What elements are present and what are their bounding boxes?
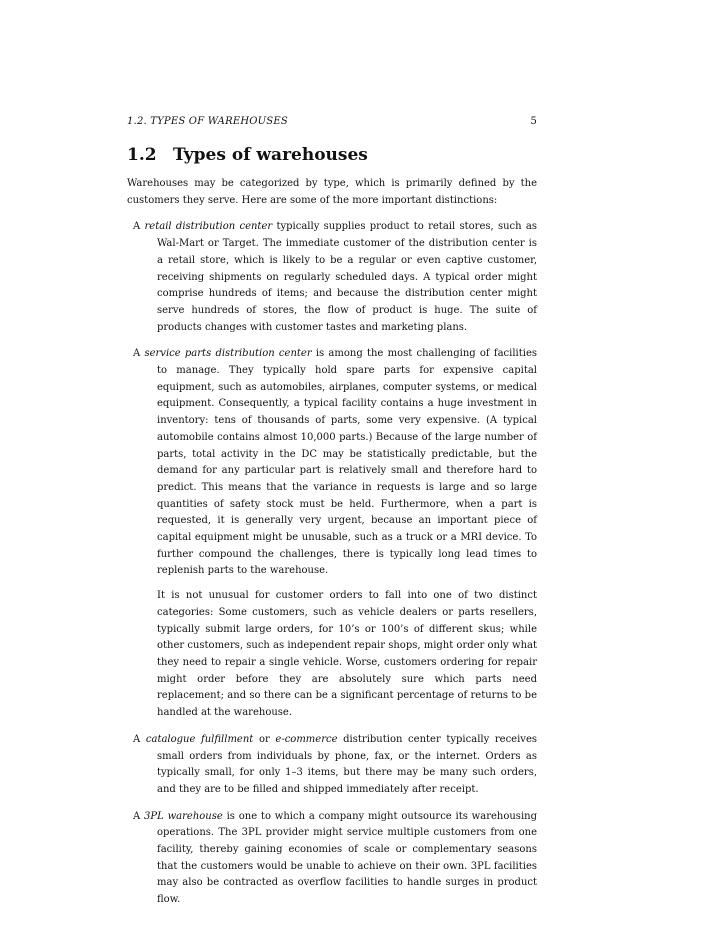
section-number: 1.2 [127, 145, 157, 165]
term: 3PL warehouse [144, 810, 223, 822]
section-title: Types of warehouses [173, 145, 368, 165]
list-item-retail [133, 219, 537, 336]
list-item-3pl [133, 809, 537, 909]
term: service parts distribution center [144, 348, 312, 360]
list-item-continuation [133, 588, 537, 722]
term: retail distribution center [144, 221, 273, 233]
intro-paragraph: Warehouses may be categorized by type, which is primarily defined by the customers they serve. Here are some of the more important distinctions: [127, 178, 537, 206]
list-item-text: A retail distribution center typically supplies product to retail stores, such as Wal-Mart or Target. The immediate customer of the distribution center is a retail store, which is likely to be a regular or even captive customer, receiving shipments on regularly scheduled days. A typical order might comprise hundreds of items; and because the distribution center might serve hundreds of stores, the flow of product is huge. The suite of products changes with customer tastes and marketing plans. [133, 221, 537, 333]
list-item-service-parts [133, 346, 537, 721]
page-number: 5 [530, 116, 537, 127]
running-header [127, 116, 537, 127]
term: e-commerce [275, 733, 338, 745]
list-item-text: A service parts distribution center is among the most challenging of facilities to manage. They typically hold spare parts for expensive capital equipment, such as automobiles, airplanes, computer systems, or medical equipment. Consequently, a typical facility contains a huge investment in inventory: tens of thousands of parts, some very expensive. (A typical automobile contains almost 10,000 parts.) Because of the large number of parts, total activity in the DC may be statistically predictable, but the demand for any particular part is relatively small and therefore hard to predict. This means that the variance in requests is large and so large quantities of safety stock must be held. Furthermore, when a part is requested, it is generally very urgent, because an important piece of capital equipment might be unusable, such as a truck or a MRI device. To further compound the challenges, there is typically long lead times to replenish parts to the warehouse. [133, 348, 538, 577]
list-item-text: A 3PL warehouse is one to which a company might outsource its warehousing operations. The 3PL provider might service multiple customers from one facility, thereby gaining economies of scale or complementary seasons that the customers would be unable to achieve on their own. 3PL facilities may also be contracted as overflow facilities to handle surges in product flow. [133, 810, 537, 906]
list-item-catalogue [133, 732, 537, 799]
body-text [127, 176, 537, 919]
term: catalogue fulfillment [145, 733, 254, 745]
list-item-text: A catalogue fulfillment or e-commerce distribution center typically receives small orders from individuals by phone, fax, or the internet. Orders as typically small, for only 1–3 items, but there may be many such orders, and they are to be filled and shipped immediately after receipt. [133, 733, 537, 795]
continuation-paragraph: It is not unusual for customer orders to fall into one of two distinct categories: Some customers, such as vehicle dealers or parts resellers, typically submit large orders, for 10’s or 100’s of different skus; while other customers, such as independent repair shops, might order only what they need to repair a single vehicle. Worse, customers ordering for repair might order before they are absolutely sure which parts need replacement; and so there can be a significant percentage of returns to be handled at the warehouse. [157, 590, 537, 719]
running-title: 1.2. TYPES OF WAREHOUSES [127, 116, 288, 127]
section-heading [127, 145, 368, 165]
